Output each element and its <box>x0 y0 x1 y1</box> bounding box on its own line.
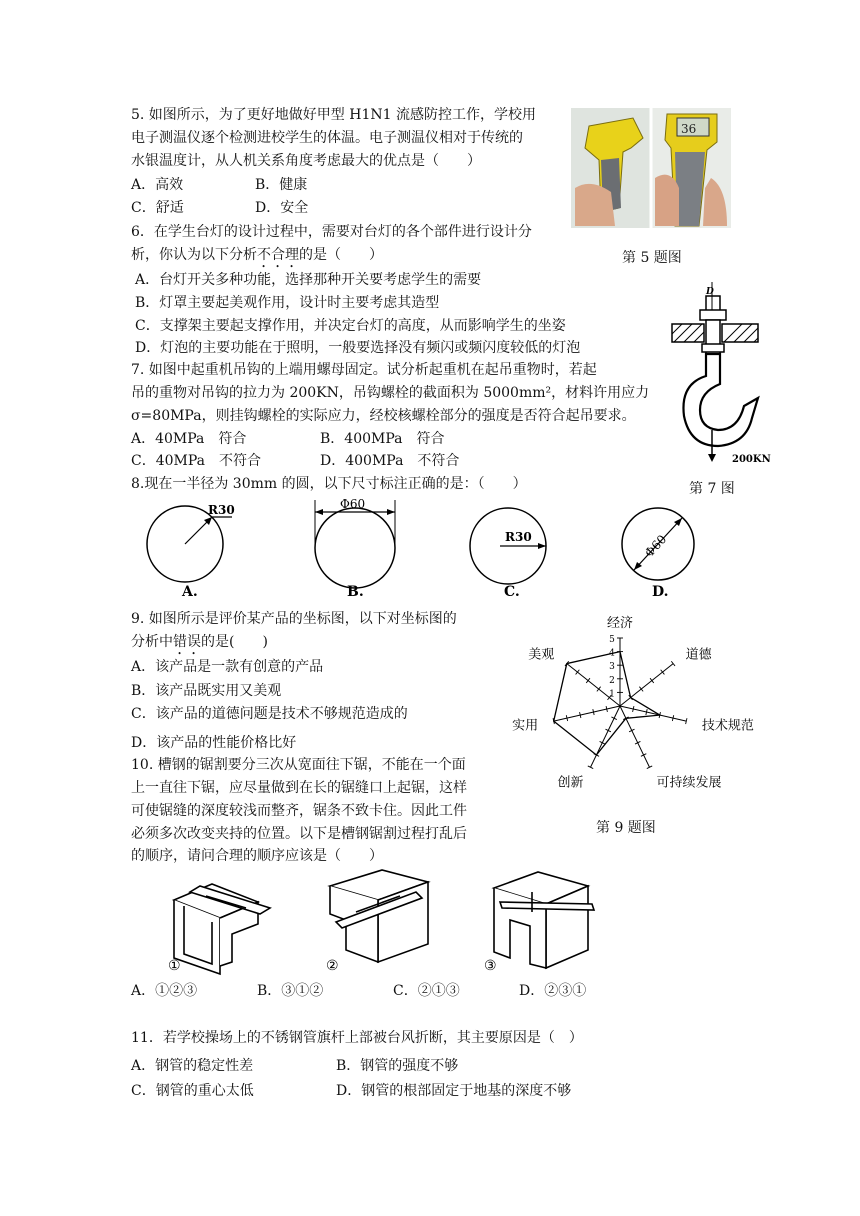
q10-line-2: 上一直往下锯，应尽量做到在长的锯缝口上起锯，这样 <box>131 780 467 796</box>
q5-option-b: B．健康 <box>255 177 308 193</box>
radar-axis-label: 实用 <box>512 718 539 734</box>
label-b: B. <box>347 584 364 600</box>
channel-figure-2 <box>330 870 428 962</box>
q10-option-d: D．②③① <box>519 983 587 999</box>
q9-option-d: D．该产品的性能价格比好 <box>131 735 297 751</box>
radar-axis-5 <box>554 706 620 721</box>
q10-line-1: 10. 槽钢的锯割要分三次从宽面往下锯，不能在一个面 <box>131 757 466 773</box>
circle-b <box>315 508 395 588</box>
radar-scale-label: 2 <box>609 675 615 686</box>
q7-line-2: 吊的重物对吊钩的拉力为 200KN，吊钩螺栓的截面积为 5000mm²，材料许用应力 <box>131 385 650 401</box>
channel-figure-3 <box>494 872 594 968</box>
q5-line-2: 电子测温仪逐个检测进校学生的体温。电子测温仪相对于传统的 <box>131 130 523 146</box>
q9-option-a: A．该产品是一款有创意的产品 <box>131 659 324 675</box>
radar-profile <box>554 652 660 755</box>
q10-channel-figures <box>160 862 630 974</box>
q10-line-3: 可使锯缝的深度较浅而整齐，锯条不致卡住。因此工件 <box>131 803 467 819</box>
q7-option-b: B．400MPa 符合 <box>320 431 445 447</box>
radar-scale-label: 5 <box>609 635 615 645</box>
label-d: D. <box>652 584 669 600</box>
q6-line-2: 析，你认为以下分析不合理的是（ ） <box>131 247 383 263</box>
q7-caption: 第 7 图 <box>689 481 735 497</box>
q7-line-3: σ=80MPa，则挂钩螺栓的实际应力，经校核螺栓部分的强度是否符合起吊要求。 <box>131 408 636 424</box>
q6-option-c: C．支撑架主要起支撑作用，并决定台灯的高度，从而影响学生的坐姿 <box>135 318 566 334</box>
radar-scale-label: 4 <box>609 648 615 659</box>
q7-option-a: A．40MPa 符合 <box>131 431 247 447</box>
q5-line-3: 水银温度计，从人机关系角度考虑最大的优点是（ ） <box>131 153 481 169</box>
q5-line-1: 5. 如图所示，为了更好地做好甲型 H1N1 流感防控工作，学校用 <box>131 107 536 123</box>
radar-axis-label: 经济 <box>606 616 634 631</box>
fig-label-3: ③ <box>484 958 497 974</box>
q10-option-c: C．②①③ <box>393 983 460 999</box>
radar-scale-label: 3 <box>609 662 615 673</box>
q6-option-b: B．灯罩主要起美观作用，设计时主要考虑其造型 <box>135 295 440 311</box>
radar-axis-3 <box>620 706 650 767</box>
q9-option-c: C．该产品的道德问题是技术不够规范造成的 <box>131 706 408 722</box>
dim-b: Φ60 <box>340 497 366 511</box>
q9-line-1: 9. 如图所示是评价某产品的坐标图，以下对坐标图的 <box>131 611 457 627</box>
dim-d: Φ60 <box>641 532 670 561</box>
q5-option-a: A．高效 <box>131 177 184 193</box>
dim-a: R30 <box>208 503 235 517</box>
fig-label-2: ② <box>326 958 339 974</box>
q11-option-b: B．钢管的强度不够 <box>336 1058 459 1074</box>
radar-axis-label: 美观 <box>528 647 555 663</box>
crane-hook-figure <box>660 280 785 470</box>
q7-option-c: C．40MPa 不符合 <box>131 453 261 469</box>
dim-c: R30 <box>505 530 532 544</box>
hook-top-label: D <box>706 287 714 297</box>
q7-option-d: D．400MPa 不符合 <box>320 453 460 469</box>
thermometer-display: 36 <box>681 122 697 136</box>
radar-axis-label: 可持续发展 <box>656 775 722 791</box>
radar-axis-2 <box>620 706 686 721</box>
label-c: C. <box>504 584 520 600</box>
channel-figure-1 <box>174 884 270 974</box>
fig-label-1: ① <box>168 958 181 974</box>
q5-option-c: C．舒适 <box>131 200 184 216</box>
q6-option-d: D．灯泡的主要功能在于照明，一般要选择没有频闪或频闪度较低的灯泡 <box>135 340 581 356</box>
q11-option-d: D．钢管的根部固定于地基的深度不够 <box>336 1083 572 1099</box>
q9-radar-chart <box>508 608 754 808</box>
q9-option-b: B．该产品既实用又美观 <box>131 683 282 699</box>
radar-axis-label: 技术规范 <box>701 718 754 734</box>
q8-circles-figure <box>130 496 710 602</box>
q11-option-a: A．钢管的稳定性差 <box>131 1058 254 1074</box>
label-a: A. <box>182 584 198 600</box>
q6-emphasis: 不合理 <box>257 247 299 263</box>
q7-line-1: 7. 如图中起重机吊钩的上端用螺母固定。试分析起重机在起吊重物时，若起 <box>131 362 597 378</box>
q11-option-c: C．钢管的重心太低 <box>131 1083 254 1099</box>
q6-option-a: A．台灯开关多种功能，选择那种开关要考虑学生的需要 <box>135 272 482 288</box>
q6-line-1: 6．在学生台灯的设计过程中，需要对台灯的各个部件进行设计分 <box>131 224 532 240</box>
q9-caption: 第 9 题图 <box>596 820 656 836</box>
q9-emphasis: 错误 <box>173 634 201 650</box>
q10-option-a: A．①②③ <box>131 983 198 999</box>
q10-option-b: B．③①② <box>257 983 324 999</box>
q8-stem: 8.现在一半径为 30mm 的圆，以下尺寸标注正确的是：（ ） <box>131 476 527 492</box>
radar-axis-label: 道德 <box>685 647 712 663</box>
q11-stem: 11．若学校操场上的不锈钢管旗杆上部被台风折断，其主要原因是（ ） <box>131 1030 583 1046</box>
q9-line-2: 分析中错误的是( ) <box>131 634 268 650</box>
radar-scale-label: 1 <box>609 689 615 700</box>
hook-force-label: 200KN <box>732 454 771 465</box>
q10-line-5: 的顺序，请问合理的顺序应该是（ ） <box>131 848 383 864</box>
radar-axis-4 <box>590 706 620 767</box>
q5-option-d: D．安全 <box>255 200 309 216</box>
thermometer-photo <box>571 108 731 228</box>
radar-axis-label: 创新 <box>557 775 584 791</box>
q10-line-4: 必须多次改变夹持的位置。以下是槽钢锯割过程打乱后 <box>131 826 467 842</box>
q5-caption: 第 5 题图 <box>622 250 682 266</box>
